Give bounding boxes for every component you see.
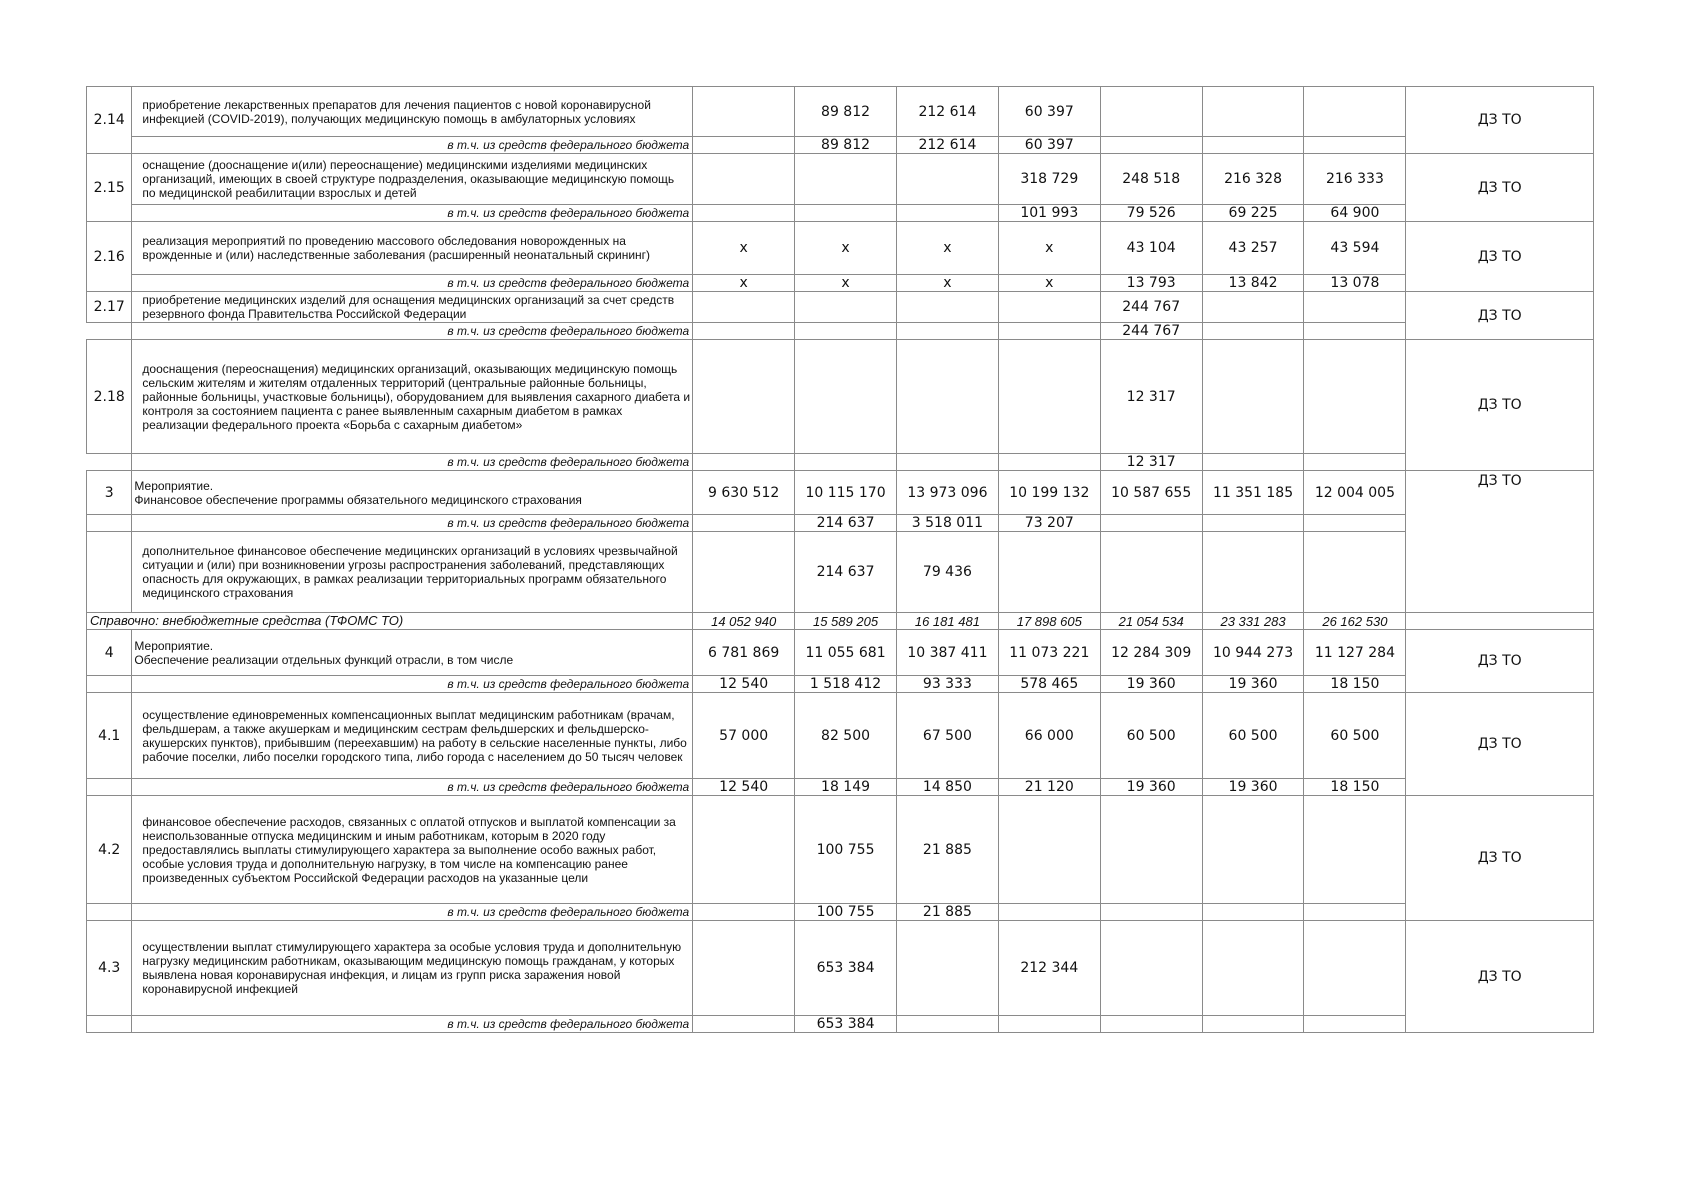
value-cell	[1304, 323, 1406, 340]
value-cell	[896, 1016, 998, 1033]
value-cell	[998, 323, 1100, 340]
value-cell: 10 387 411	[896, 630, 998, 676]
value-cell	[1202, 796, 1304, 904]
value-cell	[795, 292, 897, 323]
value-cell: 100 755	[795, 904, 897, 921]
table-row-subtotal	[87, 275, 1594, 292]
value-cell: 12 540	[693, 779, 795, 796]
value-cell	[1304, 796, 1406, 904]
value-cell: 10 115 170	[795, 471, 897, 515]
value-cell	[693, 137, 795, 154]
value-cell: 12 540	[693, 676, 795, 693]
value-cell	[1202, 137, 1304, 154]
row-number: 2.16	[87, 222, 132, 292]
empty-cell	[1406, 613, 1594, 630]
value-cell: 14 052 940	[693, 613, 795, 630]
value-cell	[1100, 921, 1202, 1016]
value-cell	[795, 323, 897, 340]
value-cell: х	[795, 275, 897, 292]
row-description: приобретение лекарственных препаратов для лечения пациентов с новой коронавирусной инфекцией (COVID-2019), получающих медицинскую помощь в амбулаторных условиях	[132, 87, 693, 137]
value-cell: 13 793	[1100, 275, 1202, 292]
value-cell	[1304, 904, 1406, 921]
value-cell: 212 614	[896, 137, 998, 154]
responsible-cell: ДЗ ТО	[1406, 921, 1594, 1033]
value-cell	[1100, 796, 1202, 904]
value-cell: 60 500	[1202, 693, 1304, 779]
value-cell	[1100, 904, 1202, 921]
value-cell	[896, 340, 998, 454]
value-cell: 11 055 681	[795, 630, 897, 676]
value-cell	[693, 1016, 795, 1033]
responsible-cell: ДЗ ТО	[1406, 471, 1594, 613]
budget-table	[86, 86, 1594, 1033]
value-cell	[1304, 515, 1406, 532]
value-cell: 10 587 655	[1100, 471, 1202, 515]
measure-label: Мероприятие.	[134, 638, 214, 653]
value-cell: 101 993	[998, 205, 1100, 222]
value-cell: 18 150	[1304, 779, 1406, 796]
value-cell	[1202, 921, 1304, 1016]
value-cell: 10 199 132	[998, 471, 1100, 515]
row-description: дооснащения (переоснащения) медицинских организаций, оказывающих медицинскую помощь сельским жителям и жителям отдаленных территорий (центральные районные больницы, районные больницы, участковые больницы), оборудованием для выявления сахарного диабета и контроля за состоянием пациента с ранее выявленным сахарным диабетом в рамках реализации федерального проекта «Борьба с сахарным диабетом»	[132, 340, 693, 454]
value-cell	[1304, 921, 1406, 1016]
value-cell	[1202, 454, 1304, 471]
table-row	[87, 796, 1594, 904]
value-cell: 216 333	[1304, 154, 1406, 205]
measure-title: Обеспечение реализации отдельных функций отрасли, в том числе	[134, 652, 514, 667]
empty-cell	[87, 676, 132, 693]
table-row-subtotal	[87, 515, 1594, 532]
budget-table-sheet	[86, 86, 1594, 1033]
value-cell	[693, 796, 795, 904]
value-cell: 57 000	[693, 693, 795, 779]
value-cell: 14 850	[896, 779, 998, 796]
value-cell: 653 384	[795, 921, 897, 1016]
federal-budget-label: в т.ч. из средств федерального бюджета	[132, 205, 693, 222]
value-cell: х	[998, 222, 1100, 275]
table-row-subtotal	[87, 904, 1594, 921]
value-cell: 73 207	[998, 515, 1100, 532]
value-cell: 212 344	[998, 921, 1100, 1016]
value-cell: 60 397	[998, 87, 1100, 137]
table-row-subtotal	[87, 137, 1594, 154]
responsible-cell: ДЗ ТО	[1406, 87, 1594, 154]
reference-label: Справочно: внебюджетные средства (ТФОМС ТО)	[87, 613, 693, 630]
empty-cell	[87, 1016, 132, 1033]
value-cell: 21 885	[896, 904, 998, 921]
value-cell	[998, 292, 1100, 323]
value-cell: 23 331 283	[1202, 613, 1304, 630]
value-cell	[693, 292, 795, 323]
row-description	[132, 471, 693, 515]
table-row	[87, 87, 1594, 137]
row-number: 2.14	[87, 87, 132, 154]
value-cell	[1202, 532, 1304, 613]
value-cell	[1304, 292, 1406, 323]
value-cell: 15 589 205	[795, 613, 897, 630]
value-cell: 18 150	[1304, 676, 1406, 693]
value-cell	[998, 340, 1100, 454]
value-cell	[693, 340, 795, 454]
value-cell: 21 120	[998, 779, 1100, 796]
responsible-cell: ДЗ ТО	[1406, 292, 1594, 340]
row-number: 2.17	[87, 292, 132, 323]
value-cell	[693, 154, 795, 205]
value-cell	[1304, 87, 1406, 137]
federal-budget-label: в т.ч. из средств федерального бюджета	[132, 779, 693, 796]
table-row	[87, 222, 1594, 275]
value-cell	[1100, 87, 1202, 137]
row-description: дополнительное финансовое обеспечение медицинских организаций в условиях чрезвычайной ситуации и (или) при возникновении угрозы распространения заболеваний, представляющих опасность для окружающих, в рамках реализации территориальных программ обязательного медицинского страхования	[132, 532, 693, 613]
value-cell: 248 518	[1100, 154, 1202, 205]
value-cell: 43 594	[1304, 222, 1406, 275]
value-cell: 214 637	[795, 515, 897, 532]
value-cell: 212 614	[896, 87, 998, 137]
value-cell: 13 973 096	[896, 471, 998, 515]
value-cell	[1202, 87, 1304, 137]
empty-cell	[87, 323, 132, 340]
value-cell	[896, 154, 998, 205]
table-row	[87, 154, 1594, 205]
value-cell	[1304, 340, 1406, 454]
empty-cell	[87, 532, 132, 613]
table-row	[87, 471, 1594, 515]
table-row-subtotal	[87, 676, 1594, 693]
reference-row	[87, 613, 1594, 630]
value-cell	[795, 454, 897, 471]
value-cell	[693, 921, 795, 1016]
value-cell	[1100, 532, 1202, 613]
federal-budget-label: в т.ч. из средств федерального бюджета	[132, 904, 693, 921]
row-description: осуществление единовременных компенсационных выплат медицинским работникам (врачам, фельдшерам, а также акушеркам и медицинским сестрам фельдшерских и фельдшерско-акушерских пунктов), прибывшим (переехавшим) на работу в сельские населенные пункты, либо рабочие поселки, либо поселки городского типа, либо города с населением до 50 тысяч человек	[132, 693, 693, 779]
value-cell	[693, 87, 795, 137]
value-cell	[693, 205, 795, 222]
value-cell	[1304, 454, 1406, 471]
value-cell: 11 127 284	[1304, 630, 1406, 676]
row-description: осуществлении выплат стимулирующего характера за особые условия труда и дополнительную нагрузку медицинским работникам, оказывающим медицинскую помощь гражданам, у которых выявлена новая коронавирусная инфекция, и лицам из групп риска заражения новой коронавирусной инфекцией	[132, 921, 693, 1016]
empty-cell	[87, 779, 132, 796]
value-cell: 89 812	[795, 137, 897, 154]
value-cell	[896, 323, 998, 340]
row-number: 4.2	[87, 796, 132, 904]
value-cell: х	[693, 275, 795, 292]
federal-budget-label: в т.ч. из средств федерального бюджета	[132, 323, 693, 340]
row-number: 3	[87, 471, 132, 515]
value-cell: 6 781 869	[693, 630, 795, 676]
federal-budget-label: в т.ч. из средств федерального бюджета	[132, 676, 693, 693]
value-cell: 89 812	[795, 87, 897, 137]
value-cell	[998, 904, 1100, 921]
federal-budget-label: в т.ч. из средств федерального бюджета	[132, 1016, 693, 1033]
value-cell	[1202, 292, 1304, 323]
value-cell: 26 162 530	[1304, 613, 1406, 630]
value-cell	[1304, 137, 1406, 154]
value-cell: 67 500	[896, 693, 998, 779]
value-cell: 244 767	[1100, 323, 1202, 340]
table-row	[87, 921, 1594, 1016]
value-cell	[998, 532, 1100, 613]
value-cell: 43 257	[1202, 222, 1304, 275]
value-cell: 216 328	[1202, 154, 1304, 205]
federal-budget-label: в т.ч. из средств федерального бюджета	[132, 515, 693, 532]
value-cell	[1100, 137, 1202, 154]
value-cell: 100 755	[795, 796, 897, 904]
value-cell: 16 181 481	[896, 613, 998, 630]
value-cell: 12 004 005	[1304, 471, 1406, 515]
row-description: финансовое обеспечение расходов, связанных с оплатой отпусков и выплатой компенсации за неиспользованные отпуска медицинским и иным работникам, которым в 2020 году предоставлялись выплаты стимулирующего характера за выполнение особо важных работ, особые условия труда и дополнительную нагрузку, в том числе на компенсацию ранее произведенных субъектом Российской Федерации расходов на указанные цели	[132, 796, 693, 904]
value-cell: 13 078	[1304, 275, 1406, 292]
value-cell: х	[795, 222, 897, 275]
value-cell: 60 397	[998, 137, 1100, 154]
value-cell	[1100, 515, 1202, 532]
value-cell	[795, 205, 897, 222]
value-cell	[896, 205, 998, 222]
value-cell	[1304, 532, 1406, 613]
value-cell	[1304, 1016, 1406, 1033]
table-row-subtotal	[87, 454, 1594, 471]
value-cell	[1202, 515, 1304, 532]
value-cell	[896, 292, 998, 323]
value-cell: 653 384	[795, 1016, 897, 1033]
value-cell: 11 073 221	[998, 630, 1100, 676]
value-cell: 82 500	[795, 693, 897, 779]
value-cell	[693, 323, 795, 340]
value-cell: 21 054 534	[1100, 613, 1202, 630]
table-row	[87, 630, 1594, 676]
value-cell: 12 317	[1100, 454, 1202, 471]
value-cell: 578 465	[998, 676, 1100, 693]
value-cell	[693, 454, 795, 471]
value-cell: 21 885	[896, 796, 998, 904]
value-cell	[896, 921, 998, 1016]
value-cell	[896, 454, 998, 471]
row-number: 2.15	[87, 154, 132, 222]
responsible-cell: ДЗ ТО	[1406, 693, 1594, 796]
value-cell	[1202, 323, 1304, 340]
value-cell: 69 225	[1202, 205, 1304, 222]
value-cell: 13 842	[1202, 275, 1304, 292]
empty-cell	[87, 454, 132, 471]
responsible-cell: ДЗ ТО	[1406, 340, 1594, 471]
value-cell: 1 518 412	[795, 676, 897, 693]
value-cell: 79 526	[1100, 205, 1202, 222]
table-row	[87, 340, 1594, 454]
value-cell: 9 630 512	[693, 471, 795, 515]
value-cell: 64 900	[1304, 205, 1406, 222]
table-row	[87, 693, 1594, 779]
value-cell	[1100, 1016, 1202, 1033]
federal-budget-label: в т.ч. из средств федерального бюджета	[132, 275, 693, 292]
federal-budget-label: в т.ч. из средств федерального бюджета	[132, 137, 693, 154]
value-cell: 43 104	[1100, 222, 1202, 275]
measure-label: Мероприятие.	[134, 478, 214, 493]
value-cell: 19 360	[1100, 779, 1202, 796]
value-cell	[998, 454, 1100, 471]
responsible-cell: ДЗ ТО	[1406, 222, 1594, 292]
table-row-subtotal	[87, 205, 1594, 222]
value-cell: 3 518 011	[896, 515, 998, 532]
value-cell: х	[896, 275, 998, 292]
value-cell: х	[896, 222, 998, 275]
federal-budget-label: в т.ч. из средств федерального бюджета	[132, 454, 693, 471]
value-cell: 10 944 273	[1202, 630, 1304, 676]
value-cell	[693, 532, 795, 613]
empty-cell	[87, 904, 132, 921]
value-cell: 318 729	[998, 154, 1100, 205]
value-cell	[693, 904, 795, 921]
row-number: 2.18	[87, 340, 132, 454]
value-cell	[1202, 340, 1304, 454]
responsible-cell: ДЗ ТО	[1406, 154, 1594, 222]
value-cell: 66 000	[998, 693, 1100, 779]
empty-cell	[87, 515, 132, 532]
value-cell: 17 898 605	[998, 613, 1100, 630]
value-cell: 244 767	[1100, 292, 1202, 323]
value-cell: 60 500	[1304, 693, 1406, 779]
value-cell: 18 149	[795, 779, 897, 796]
value-cell	[1202, 904, 1304, 921]
row-number: 4.1	[87, 693, 132, 779]
value-cell	[693, 515, 795, 532]
row-description	[132, 630, 693, 676]
responsible-cell: ДЗ ТО	[1406, 630, 1594, 693]
row-description: приобретение медицинских изделий для оснащения медицинских организаций за счет средств резервного фонда Правительства Российской Федерации	[132, 292, 693, 323]
value-cell: 214 637	[795, 532, 897, 613]
value-cell: 79 436	[896, 532, 998, 613]
row-description: оснащение (дооснащение и(или) переоснащение) медицинскими изделиями медицинских организаций, имеющих в своей структуре подразделения, оказывающие медицинскую помощь по медицинской реабилитации взрослых и детей	[132, 154, 693, 205]
value-cell	[998, 1016, 1100, 1033]
value-cell: 93 333	[896, 676, 998, 693]
row-number: 4.3	[87, 921, 132, 1016]
row-description: реализация мероприятий по проведению массового обследования новорожденных на врожденные и (или) наследственные заболевания (расширенный неонатальный скрининг)	[132, 222, 693, 275]
value-cell: 12 284 309	[1100, 630, 1202, 676]
table-row	[87, 292, 1594, 323]
value-cell: х	[693, 222, 795, 275]
value-cell: 19 360	[1202, 779, 1304, 796]
value-cell	[1202, 1016, 1304, 1033]
value-cell: х	[998, 275, 1100, 292]
value-cell	[795, 340, 897, 454]
value-cell: 11 351 185	[1202, 471, 1304, 515]
value-cell	[795, 154, 897, 205]
value-cell: 12 317	[1100, 340, 1202, 454]
table-row-subtotal	[87, 323, 1594, 340]
value-cell: 60 500	[1100, 693, 1202, 779]
value-cell: 19 360	[1100, 676, 1202, 693]
row-number: 4	[87, 630, 132, 676]
table-row-subtotal	[87, 1016, 1594, 1033]
responsible-cell: ДЗ ТО	[1406, 796, 1594, 921]
value-cell	[998, 796, 1100, 904]
table-row-subtotal	[87, 779, 1594, 796]
measure-title: Финансовое обеспечение программы обязательного медицинского страхования	[134, 492, 582, 507]
value-cell: 19 360	[1202, 676, 1304, 693]
table-row	[87, 532, 1594, 613]
